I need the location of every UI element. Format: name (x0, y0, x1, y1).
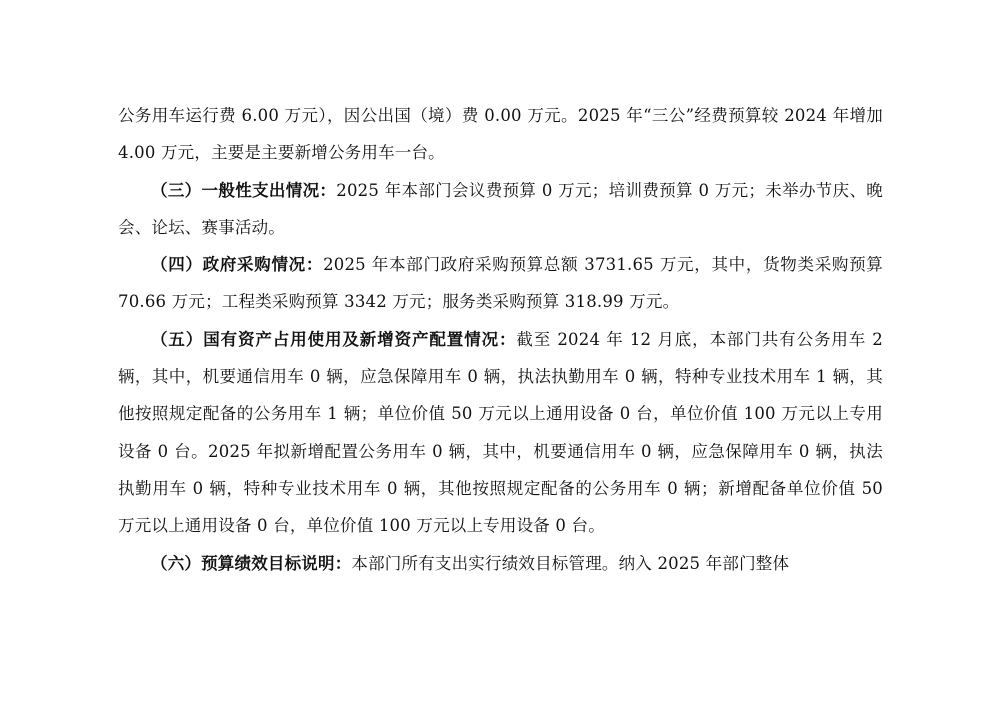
paragraph-body: 2025 年本部门会议费预算 0 万元；培训费预算 0 万元；未举办节庆、晚会、论坛、赛事活动。 (118, 180, 884, 237)
paragraph-san-gong-summary (118, 97, 883, 172)
paragraph-government-procurement (118, 246, 883, 321)
paragraph-state-assets (118, 321, 883, 545)
paragraph-body: 2025 年本部门政府采购预算总额 3731.65 万元，其中，货物类采购预算 70.66 万元；工程类采购预算 3342 万元；服务类采购预算 318.99 万元。 (118, 255, 884, 312)
section-heading-state-assets: （五）国有资产占用使用及新增资产配置情况： (151, 329, 517, 349)
section-heading-general-expenditure: （三）一般性支出情况： (151, 180, 337, 200)
section-heading-performance-goals: （六）预算绩效目标说明： (151, 553, 352, 573)
document-body (118, 97, 883, 582)
paragraph-general-expenditure (118, 172, 883, 247)
paragraph-body: 公务用车运行费 6.00 万元），因公出国（境）费 0.00 万元。2025 年“三公”经费预算较 2024 年增加 4.00 万元，主要是主要新增公务用车一台。 (118, 106, 883, 163)
paragraph-performance-goals (118, 545, 883, 582)
paragraph-body: 本部门所有支出实行绩效目标管理。纳入 2025 年部门整体 (351, 553, 790, 573)
section-heading-government-procurement: （四）政府采购情况： (151, 255, 324, 275)
paragraph-body: 截至 2024 年 12 月底，本部门共有公务用车 2 辆，其中，机要通信用车 0 辆，应急保障用车 0 辆，执法执勤用车 0 辆，特种专业技术用车 1 辆，其他按照规定配备的公务用车 1 辆；单位价值 50 万元以上通用设备 0 台，单位价值 100 万元以上专用设备 0 台。2025 年拟新增配置公务用车 0 辆，其中，机要通信用车 0 辆，应急保障用车 0 辆，执法执勤用车 0 辆，特种专业技术用车 0 辆，其他按照规定配备的公务用车 0 辆；新增配备单位价值 50 万元以上通用设备 0 台，单位价值 100 万元以上专用设备 0 台。 (118, 329, 884, 536)
